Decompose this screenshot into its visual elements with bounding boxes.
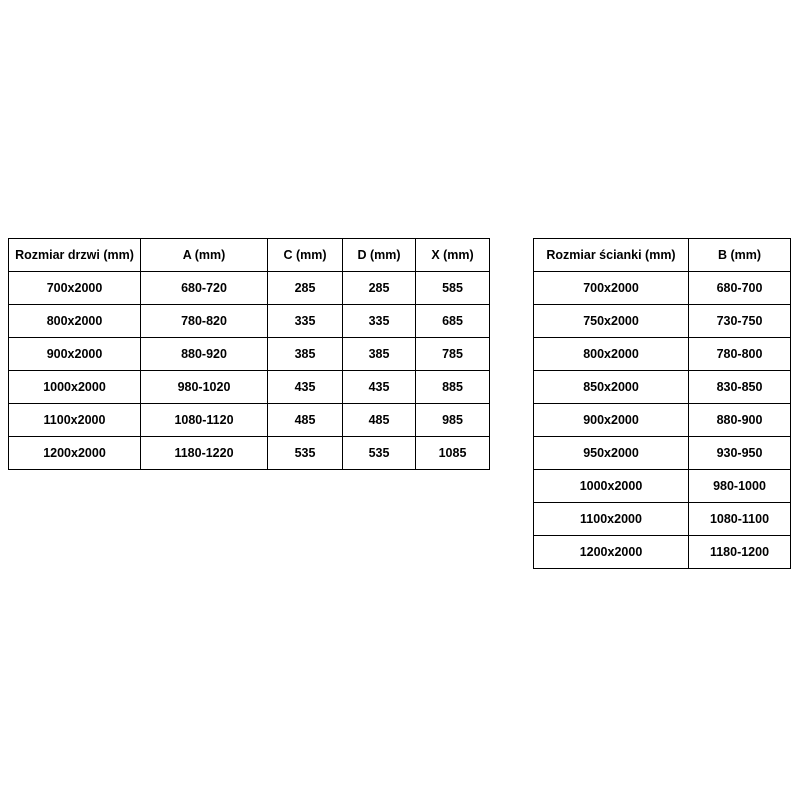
cell-c: 385 [268, 338, 343, 371]
cell-x: 885 [416, 371, 490, 404]
table-row [534, 503, 791, 536]
cell-x: 585 [416, 272, 490, 305]
cell-x: 985 [416, 404, 490, 437]
cell-d: 535 [343, 437, 416, 470]
column-header-d: D (mm) [343, 239, 416, 272]
cell-a: 880-920 [141, 338, 268, 371]
cell-c: 535 [268, 437, 343, 470]
column-header-b: B (mm) [689, 239, 791, 272]
cell-a: 1180-1220 [141, 437, 268, 470]
column-header-a: A (mm) [141, 239, 268, 272]
table-row [534, 437, 791, 470]
cell-b: 830-850 [689, 371, 791, 404]
cell-wall-size: 1200x2000 [534, 536, 689, 569]
cell-c: 435 [268, 371, 343, 404]
cell-door-size: 800x2000 [9, 305, 141, 338]
table-row [9, 404, 490, 437]
column-header-c: C (mm) [268, 239, 343, 272]
cell-b: 730-750 [689, 305, 791, 338]
table-row [9, 437, 490, 470]
table-row [534, 272, 791, 305]
cell-b: 1080-1100 [689, 503, 791, 536]
cell-wall-size: 950x2000 [534, 437, 689, 470]
cell-b: 880-900 [689, 404, 791, 437]
cell-a: 1080-1120 [141, 404, 268, 437]
cell-d: 385 [343, 338, 416, 371]
cell-door-size: 1200x2000 [9, 437, 141, 470]
cell-door-size: 900x2000 [9, 338, 141, 371]
table-row [534, 536, 791, 569]
column-header-wall-size: Rozmiar ścianki (mm) [534, 239, 689, 272]
cell-door-size: 700x2000 [9, 272, 141, 305]
walls-size-table-container [533, 238, 791, 569]
cell-b: 930-950 [689, 437, 791, 470]
cell-wall-size: 900x2000 [534, 404, 689, 437]
cell-a: 780-820 [141, 305, 268, 338]
cell-d: 285 [343, 272, 416, 305]
cell-d: 485 [343, 404, 416, 437]
cell-door-size: 1100x2000 [9, 404, 141, 437]
table-row [534, 338, 791, 371]
table-header-row [534, 239, 791, 272]
cell-a: 980-1020 [141, 371, 268, 404]
cell-d: 335 [343, 305, 416, 338]
cell-wall-size: 800x2000 [534, 338, 689, 371]
cell-c: 485 [268, 404, 343, 437]
doors-size-table [8, 238, 490, 470]
cell-c: 285 [268, 272, 343, 305]
table-row [9, 272, 490, 305]
table-row [9, 338, 490, 371]
table-header-row [9, 239, 490, 272]
doors-size-table-container [8, 238, 490, 470]
table-row [534, 305, 791, 338]
cell-door-size: 1000x2000 [9, 371, 141, 404]
walls-size-table [533, 238, 791, 569]
cell-b: 780-800 [689, 338, 791, 371]
table-row [534, 404, 791, 437]
table-row [9, 371, 490, 404]
cell-wall-size: 1000x2000 [534, 470, 689, 503]
cell-x: 685 [416, 305, 490, 338]
cell-c: 335 [268, 305, 343, 338]
table-row [534, 470, 791, 503]
cell-wall-size: 1100x2000 [534, 503, 689, 536]
column-header-x: X (mm) [416, 239, 490, 272]
cell-x: 785 [416, 338, 490, 371]
cell-wall-size: 750x2000 [534, 305, 689, 338]
cell-x: 1085 [416, 437, 490, 470]
cell-d: 435 [343, 371, 416, 404]
cell-wall-size: 850x2000 [534, 371, 689, 404]
table-row [534, 371, 791, 404]
cell-b: 1180-1200 [689, 536, 791, 569]
cell-wall-size: 700x2000 [534, 272, 689, 305]
cell-a: 680-720 [141, 272, 268, 305]
table-row [9, 305, 490, 338]
cell-b: 680-700 [689, 272, 791, 305]
cell-b: 980-1000 [689, 470, 791, 503]
column-header-door-size: Rozmiar drzwi (mm) [9, 239, 141, 272]
